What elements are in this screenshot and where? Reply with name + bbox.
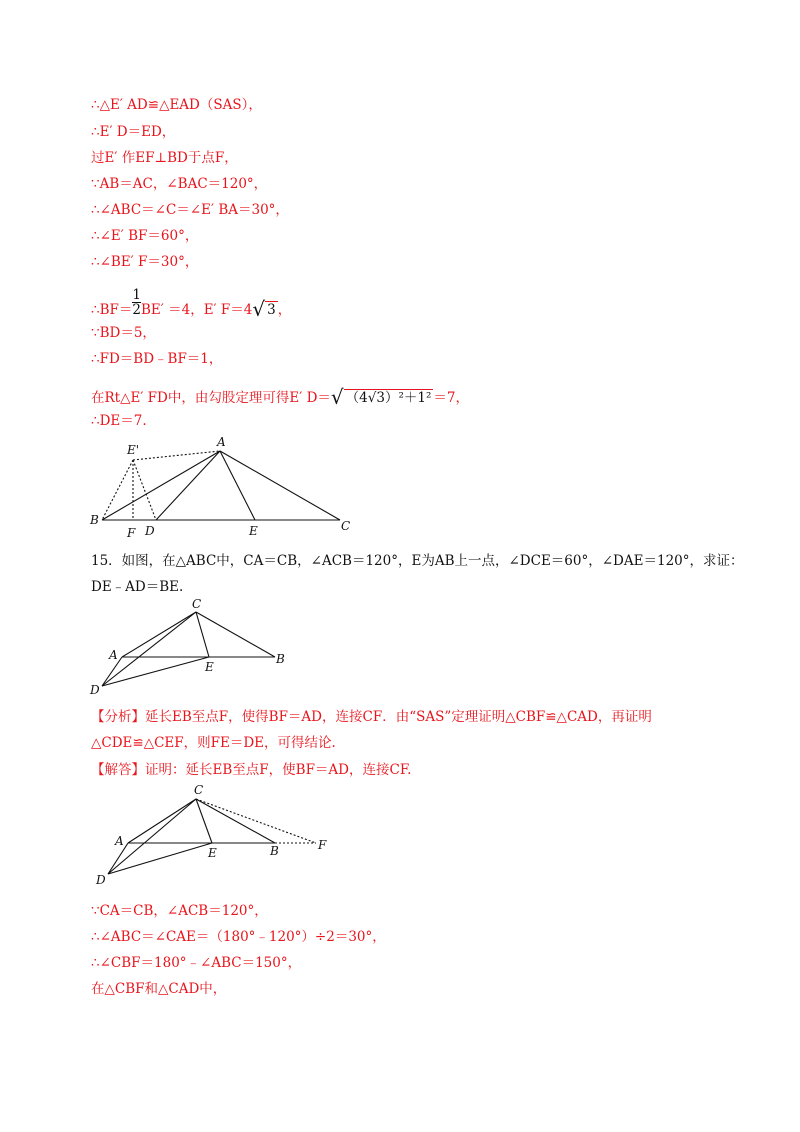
proof-line-1: ∴△E′ AD≌△EAD（SAS）， [91,97,262,113]
problem-15-line-1: 15．如图，在△ABC中，CA＝CB，∠ACB＝120°，E为AB上一点，∠DCE＝60°，∠DAE＝120°，求证： [91,553,744,569]
proof2-line-3: ∴∠CBF＝180°﹣∠ABC＝150°， [91,955,302,971]
proof-line-10: ∴FD＝BD﹣BF＝1， [91,351,223,367]
proof-line-3: 过E′ 作EF⊥BD于点F， [91,150,238,166]
fig2-label-D: D [90,683,100,697]
fig1-label-B: B [90,513,99,527]
fig3-label-F: F [318,838,327,852]
sqrt-three: √ 3 [252,297,276,321]
fig1-label-D: D [145,524,155,538]
fig3-label-A: A [115,834,124,848]
fig1-label-E: E [249,524,258,538]
fig2-label-B: B [276,652,285,666]
answer-line-1: 【解答】证明：延长EB至点F，使BF＝AD，连接CF. [91,762,412,778]
proof-line-11: 在Rt△E′ FD中，由勾股定理可得E′ D＝√ （4√3）²＋1² ＝7， [91,385,469,409]
fig3-label-C: C [194,783,204,797]
proof2-line-2: ∴∠ABC＝∠CAE＝（180°﹣120°）÷2＝30°， [91,929,386,945]
fig2-label-C: C [192,597,202,611]
fig2-label-A: A [109,648,118,662]
fig1-label-A: A [217,435,226,449]
fig1-label-C: C [341,519,351,533]
proof-line-8: ∴BF＝ $\frac{1}{2}$ BE′ ＝4，E′ F＝4√ 3 ， [91,287,292,321]
proof2-line-1: ∵CA＝CB，∠ACB＝120°， [91,903,268,919]
proof-line-2: ∴E′ D＝ED， [91,124,176,140]
fig1-label-F: F [127,526,136,540]
fig1-label-E-prime: E' [127,443,140,457]
analysis-line-1: 【分析】延长EB至点F，使得BF＝AD，连接CF．由“SAS”定理证明△CBF≌△CAD，再证明 [91,709,652,725]
fig3-label-D: D [96,873,106,887]
proof-line-5: ∴∠ABC＝∠C＝∠E′ BA＝30°， [91,202,289,218]
fig2-label-E: E [205,660,214,674]
analysis-line-2: △CDE≌△CEF，则FE＝DE，可得结论. [91,735,336,751]
proof-line-9: ∵BD＝5， [91,325,156,341]
fig3-label-B: B [270,844,279,858]
problem-15-line-2: DE﹣AD＝BE. [91,579,184,595]
proof-line-6: ∴∠E′ BF＝60°， [91,228,199,244]
proof-line-7: ∴∠BE′ F＝30°， [91,254,199,270]
proof2-line-4: 在△CBF和△CAD中， [91,981,227,997]
fraction-one-half: $\frac{1}{2}$ [132,287,141,318]
fig3-label-E: E [208,846,217,860]
proof-line-12: ∴DE＝7. [91,413,147,429]
sqrt-expression: √ （4√3）²＋1² [330,385,432,409]
proof-line-4: ∵AB＝AC，∠BAC＝120°， [91,176,268,192]
